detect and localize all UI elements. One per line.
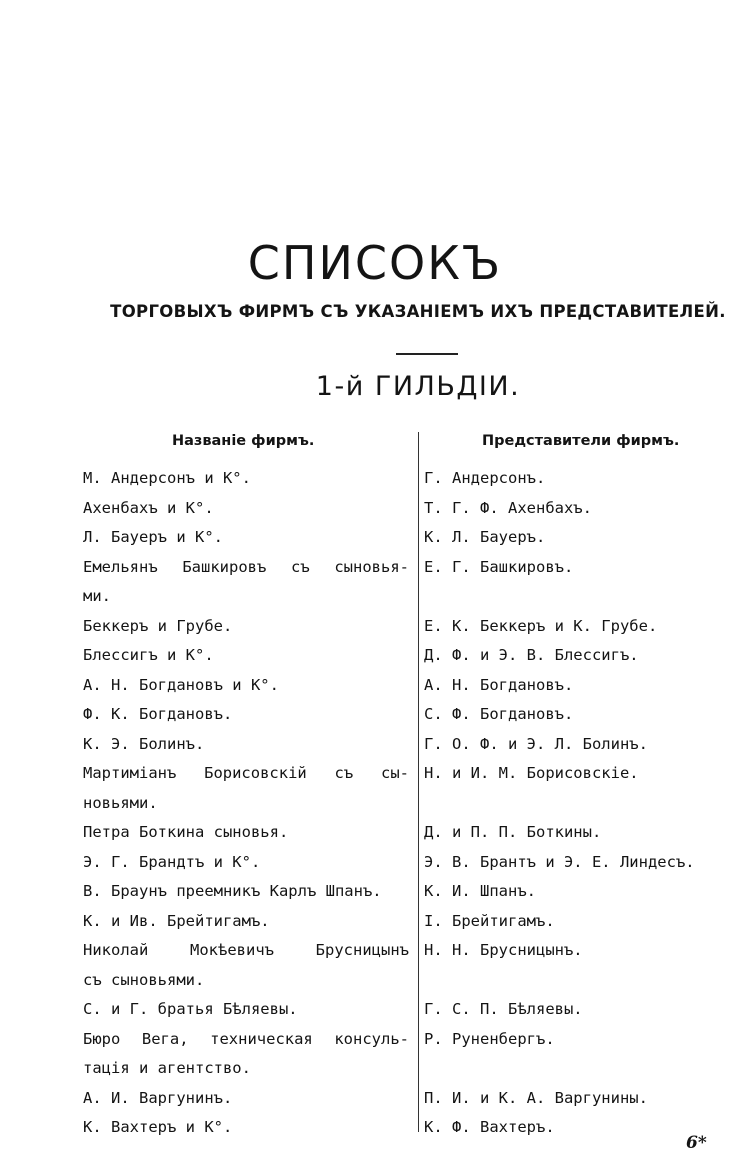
firm-name [83, 1084, 409, 1114]
firm-name-line: К. Вахтеръ и К°. [83, 1118, 233, 1136]
firm-name [83, 1025, 409, 1084]
firm-name [83, 641, 409, 671]
list-item [0, 1084, 750, 1114]
firm-representatives: Д. Ф. и Э. В. Блессигъ. [424, 646, 639, 664]
firm-representatives: Е. К. Беккеръ и К. Грубе. [424, 616, 658, 635]
firm-representatives: К. Л. Бауеръ. [424, 528, 546, 546]
firm-representatives: Г. С. П. Бѣляевы. [424, 1000, 583, 1018]
firm-representatives: Г. О. Ф. и Э. Л. Болинъ. [424, 734, 648, 753]
list-item [0, 818, 750, 848]
firm-name-line: Ф. К. Богдановъ. [83, 705, 233, 723]
firm-name [83, 494, 409, 524]
firm-name-line: Л. Бауеръ и К°. [83, 528, 223, 546]
firm-name [83, 907, 409, 937]
firm-representatives: Т. Г. Ф. Ахенбахъ. [424, 498, 592, 517]
firm-representatives: Е. Г. Башкировъ. [424, 557, 574, 576]
firm-name [83, 936, 409, 995]
firm-name-line: Беккеръ и Грубе. [83, 616, 233, 635]
list-item [0, 671, 750, 701]
firm-name-line: К. и Ив. Брейтигамъ. [83, 911, 270, 930]
representatives-column-header: Представители фирмъ. [482, 433, 680, 449]
firm-name-line: М. Андерсонъ и К°. [83, 469, 251, 487]
firm-representatives: С. Ф. Богдановъ. [424, 705, 574, 723]
firm-representatives: Р. Руненбергъ. [424, 1029, 555, 1048]
list-item [0, 759, 750, 818]
firm-name-line: Ахенбахъ и К°. [83, 498, 214, 517]
firm-name-line: съ сыновьями. [83, 970, 205, 989]
list-item [0, 641, 750, 671]
list-item [0, 907, 750, 937]
firm-column-header: Названіе фирмъ. [172, 433, 315, 449]
page-title: СПИСОКЪ [247, 236, 503, 290]
firm-name-line: Блессигъ и К°. [83, 646, 214, 664]
firm-list [0, 464, 750, 1143]
firm-name [83, 553, 409, 612]
page-number: 6* [686, 1133, 707, 1153]
firm-representatives: А. Н. Богдановъ. [424, 675, 574, 694]
firm-name [83, 759, 409, 818]
list-item [0, 1113, 750, 1143]
list-item [0, 730, 750, 760]
firm-representatives: К. И. Шпанъ. [424, 882, 536, 900]
list-item [0, 936, 750, 995]
list-item [0, 553, 750, 612]
list-item [0, 612, 750, 642]
firm-name-line: Э. Г. Брандтъ и К°. [83, 852, 261, 871]
firm-representatives: І. Брейтигамъ. [424, 911, 555, 930]
firm-name-line: тація и агентство. [83, 1059, 251, 1077]
page-subtitle: ТОРГОВЫХЪ ФИРМЪ СЪ УКАЗАНІЕМЪ ИХЪ ПРЕДСТАВИТЕЛЕЙ. [110, 302, 726, 321]
firm-name [83, 877, 409, 907]
firm-name-line: Бюро Вега, техническая консуль- [83, 1029, 409, 1048]
firm-name [83, 612, 409, 642]
firm-representatives: К. Ф. Вахтеръ. [424, 1118, 555, 1136]
firm-name [83, 464, 409, 494]
title-rule [396, 353, 458, 355]
firm-name [83, 671, 409, 701]
firm-name [83, 818, 409, 848]
firm-representatives: Н. и И. М. Борисовскіе. [424, 764, 639, 782]
firm-name-line: Мартиміанъ Борисовскій съ сы- [83, 764, 409, 782]
list-item [0, 1025, 750, 1084]
firm-name-line: А. И. Варгунинъ. [83, 1088, 233, 1107]
firm-representatives: Г. Андерсонъ. [424, 469, 546, 487]
firm-name-line: Петра Боткина сыновья. [83, 823, 289, 841]
firm-name-line: С. и Г. братья Бѣляевы. [83, 1000, 298, 1018]
list-item [0, 877, 750, 907]
firm-name [83, 848, 409, 878]
firm-representatives: П. И. и К. А. Варгунины. [424, 1088, 648, 1107]
firm-name-line: новьями. [83, 793, 158, 812]
list-item [0, 700, 750, 730]
firm-name-line: Емельянъ Башкировъ съ сыновья- [83, 557, 409, 576]
firm-representatives: Н. Н. Брусницынъ. [424, 941, 583, 959]
list-item [0, 494, 750, 524]
list-item [0, 523, 750, 553]
firm-name [83, 700, 409, 730]
list-item [0, 464, 750, 494]
firm-name-line: А. Н. Богдановъ и К°. [83, 675, 279, 694]
firm-representatives: Д. и П. П. Боткины. [424, 823, 602, 841]
list-item [0, 848, 750, 878]
firm-name [83, 730, 409, 760]
firm-name [83, 1113, 409, 1143]
firm-name [83, 995, 409, 1025]
firm-name-line: В. Браунъ преемникъ Карлъ Шпанъ. [83, 882, 382, 900]
firm-representatives: Э. В. Брантъ и Э. Е. Линдесъ. [424, 852, 695, 871]
firm-name-line: Николай Мокѣевичъ Брусницынъ [83, 941, 409, 959]
list-item [0, 995, 750, 1025]
firm-name-line: ми. [83, 587, 111, 605]
firm-name [83, 523, 409, 553]
section-heading: 1-й ГИЛЬДІИ. [315, 371, 521, 402]
firm-name-line: К. Э. Болинъ. [83, 734, 205, 753]
